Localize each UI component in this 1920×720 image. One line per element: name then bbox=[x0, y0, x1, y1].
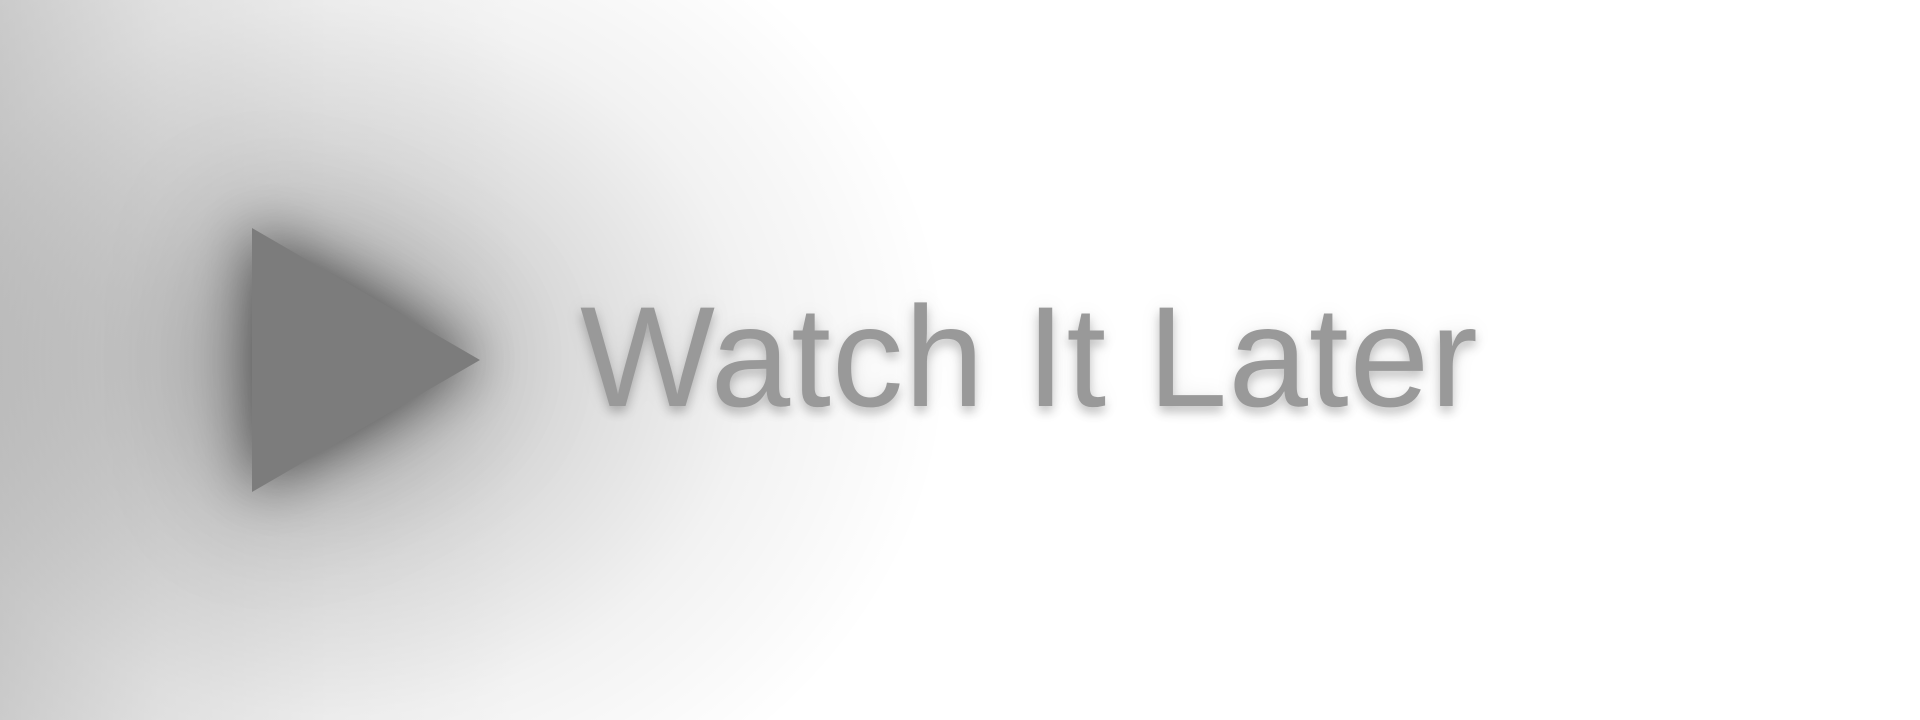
banner-title: Watch It Later bbox=[580, 278, 1479, 437]
play-triangle-icon bbox=[252, 228, 480, 492]
